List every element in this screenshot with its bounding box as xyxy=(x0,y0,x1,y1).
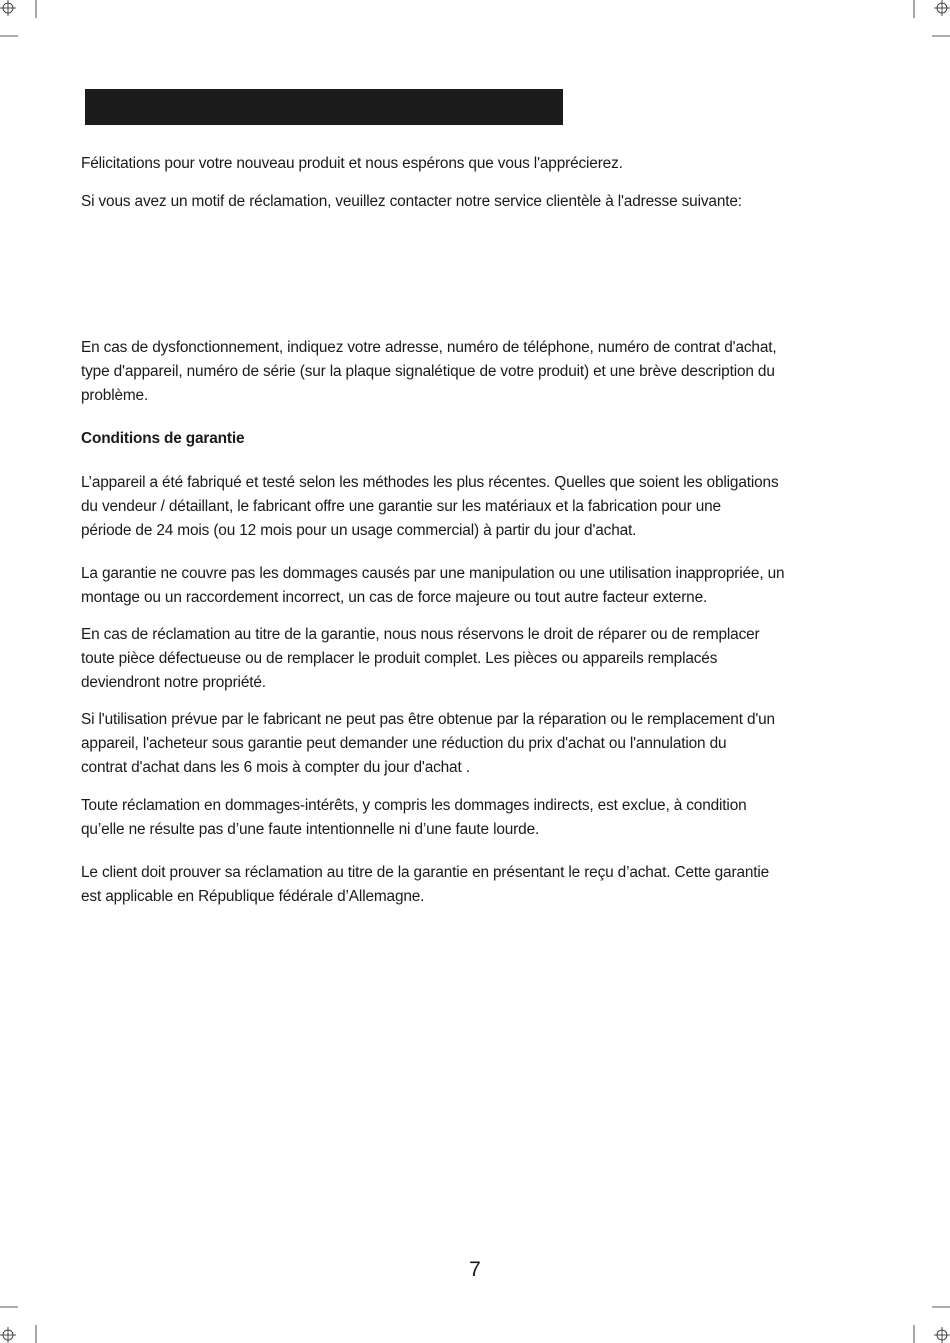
crop-mark-bottom-right xyxy=(910,1303,950,1343)
warranty-paragraph-1: L’appareil a été fabriqué et testé selon les méthodes les plus récentes. Quelles que soient les obligations du vendeur / détaillant, le fabricant offre une garantie sur les matériaux et la fabrication pour une période de 24 mois (ou 12 mois pour un usage commercial) à partir du jour d'achat. xyxy=(81,474,779,539)
page-number: 7 xyxy=(469,1258,481,1281)
warranty-paragraph-3: En cas de réclamation au titre de la garantie, nous nous réservons le droit de réparer ou de remplacer toute pièce défectueuse ou de remplacer le produit complet. Les pièces ou appareils remplacés deviendront notre propriété. xyxy=(81,626,760,691)
malfunction-paragraph: En cas de dysfonctionnement, indiquez votre adresse, numéro de téléphone, numéro de contrat d'achat, type d'appareil, numéro de série (sur la plaque signalétique de votre produit) et une brève description du problème. xyxy=(81,339,777,404)
warranty-paragraph-4: Si l'utilisation prévue par le fabricant ne peut pas être obtenue par la réparation ou le remplacement d'un appareil, l'acheteur sous garantie peut demander une réduction du prix d'achat ou l'annulation du contrat d'achat dans les 6 mois à compter du jour d'achat . xyxy=(81,711,775,776)
crop-mark-top-right xyxy=(910,0,950,40)
crop-mark-top-left xyxy=(0,0,40,40)
redacted-title-bar xyxy=(85,89,563,125)
warranty-paragraph-2: La garantie ne couvre pas les dommages causés par une manipulation ou une utilisation inappropriée, un montage ou un raccordement incorrect, un cas de force majeure ou tout autre facteur externe. xyxy=(81,565,785,606)
warranty-paragraph-6: Le client doit prouver sa réclamation au titre de la garantie en présentant le reçu d’achat. Cette garantie est applicable en République fédérale d’Allemagne. xyxy=(81,864,770,905)
crop-mark-bottom-left xyxy=(0,1303,40,1343)
warranty-paragraph-5: Toute réclamation en dommages-intérêts, y compris les dommages indirects, est exclue, à condition qu’elle ne résulte pas d’une faute intentionnelle ni d’une faute lourde. xyxy=(81,797,747,838)
intro-contact: Si vous avez un motif de réclamation, veuillez contacter notre service clientèle à l'adresse suivante: xyxy=(81,193,742,210)
warranty-heading: Conditions de garantie xyxy=(81,430,245,447)
intro-congratulations: Félicitations pour votre nouveau produit et nous espérons que vous l'apprécierez. xyxy=(81,155,623,172)
